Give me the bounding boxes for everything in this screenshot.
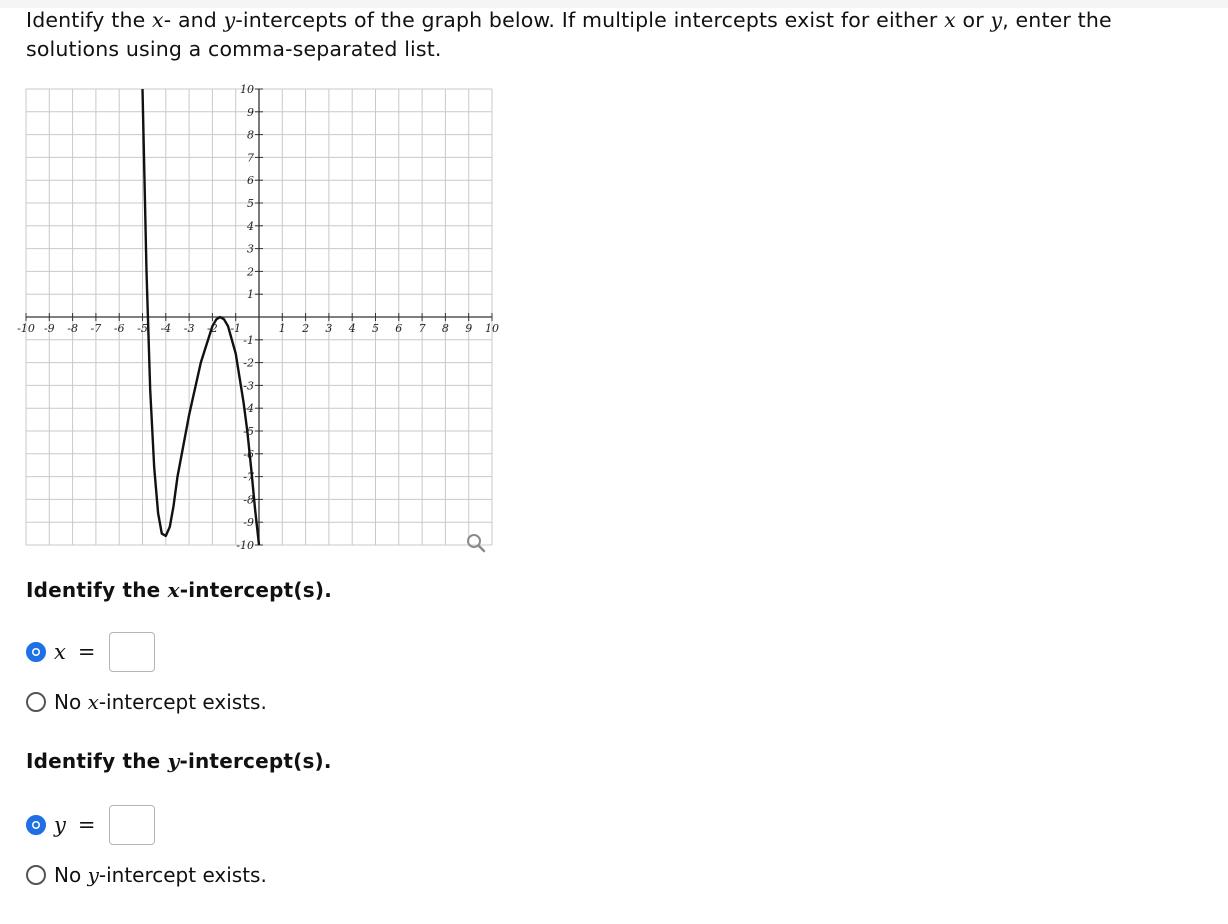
no-y-intercept-radio[interactable] [26,865,46,885]
no-x-intercept-label [54,690,267,714]
x-tick-label: -9 [43,322,55,335]
x-tick-label: -2 [207,322,218,335]
heading-text: Identify the [26,749,168,773]
y-tick-label: 1 [247,288,254,302]
no-y-intercept-label [54,863,267,887]
x-tick-label: -4 [160,322,172,335]
y-tick-label: 4 [247,219,254,233]
x-tick-label: 3 [325,322,333,335]
y-tick-label: 7 [247,151,254,165]
question-text [26,6,1176,64]
x-value-radio[interactable] [26,642,46,662]
y-tick-label: -6 [243,447,254,461]
y-tick-label: -2 [243,356,254,370]
label-text: -intercept exists. [98,863,267,887]
y-tick-label: -8 [243,493,254,507]
heading-text: -intercept(s). [179,749,332,773]
y-tick-label: -5 [243,425,254,438]
function-graph [17,83,499,555]
math-x: x [54,640,66,664]
equals-sign: = [77,640,96,664]
math-y: y [990,8,1003,32]
y-intercept-input[interactable] [109,805,155,845]
question-part: or [955,8,991,32]
y-tick-label: 5 [247,197,254,210]
x-tick-label: -8 [67,322,78,335]
y-tick-label: 3 [247,242,254,256]
x-intercept-heading [26,578,332,602]
question-part: , enter the solutions using a comma-separated list. [26,8,1112,61]
y-equation-label [54,813,95,837]
y-tick-label: 2 [247,265,254,279]
x-tick-label: 8 [441,322,449,335]
x-tick-label: 7 [418,322,426,335]
no-y-intercept-option[interactable] [26,863,267,887]
question-part: -intercepts of the graph below. If multiple intercepts exist for either [235,8,945,32]
question-part: - and [163,8,224,32]
x-tick-label: 5 [372,322,379,335]
x-tick-label: 9 [465,322,473,335]
x-tick-label: 6 [395,322,403,335]
math-x: x [944,8,956,32]
math-y: y [223,8,236,32]
y-intercept-heading [26,749,332,773]
x-tick-label: -10 [17,322,35,335]
y-value-radio[interactable] [26,815,46,835]
y-value-option[interactable] [26,805,155,845]
label-text: No [54,863,88,887]
question-part: Identify the [26,8,153,32]
x-equation-label [54,640,95,664]
x-tick-label: -6 [113,322,125,335]
x-tick-label: -3 [183,322,195,335]
label-text: No [54,690,88,714]
math-x: x [87,690,99,714]
magnifier-icon[interactable] [468,535,484,551]
y-tick-label: -1 [243,333,254,347]
math-x: x [152,8,164,32]
label-text: -intercept exists. [98,690,267,714]
x-tick-label: 10 [485,322,499,335]
equals-sign: = [77,813,96,837]
y-tick-label: 6 [247,174,254,188]
x-tick-label: 4 [348,322,356,335]
no-x-intercept-radio[interactable] [26,692,46,712]
x-tick-label: -5 [137,322,148,335]
math-y: y [167,749,180,773]
heading-text: Identify the [26,578,168,602]
y-tick-label: 10 [240,83,254,96]
y-tick-label: 8 [247,128,254,142]
y-tick-label: -4 [243,402,254,416]
math-y: y [54,813,66,837]
heading-text: -intercept(s). [179,578,332,602]
x-tick-label: 2 [302,322,310,335]
x-tick-label: -1 [230,322,242,335]
y-tick-label: 9 [247,105,254,119]
y-tick-label: -9 [243,516,254,530]
x-intercept-input[interactable] [109,632,155,672]
no-x-intercept-option[interactable] [26,690,267,714]
math-y: y [87,863,99,887]
y-tick-label: -3 [243,379,254,393]
y-tick-label: -7 [243,470,254,484]
x-tick-label: -7 [90,322,102,335]
math-x: x [167,578,180,602]
x-value-option[interactable] [26,632,155,672]
y-tick-label: -10 [236,539,254,552]
x-tick-label: 1 [278,322,286,335]
